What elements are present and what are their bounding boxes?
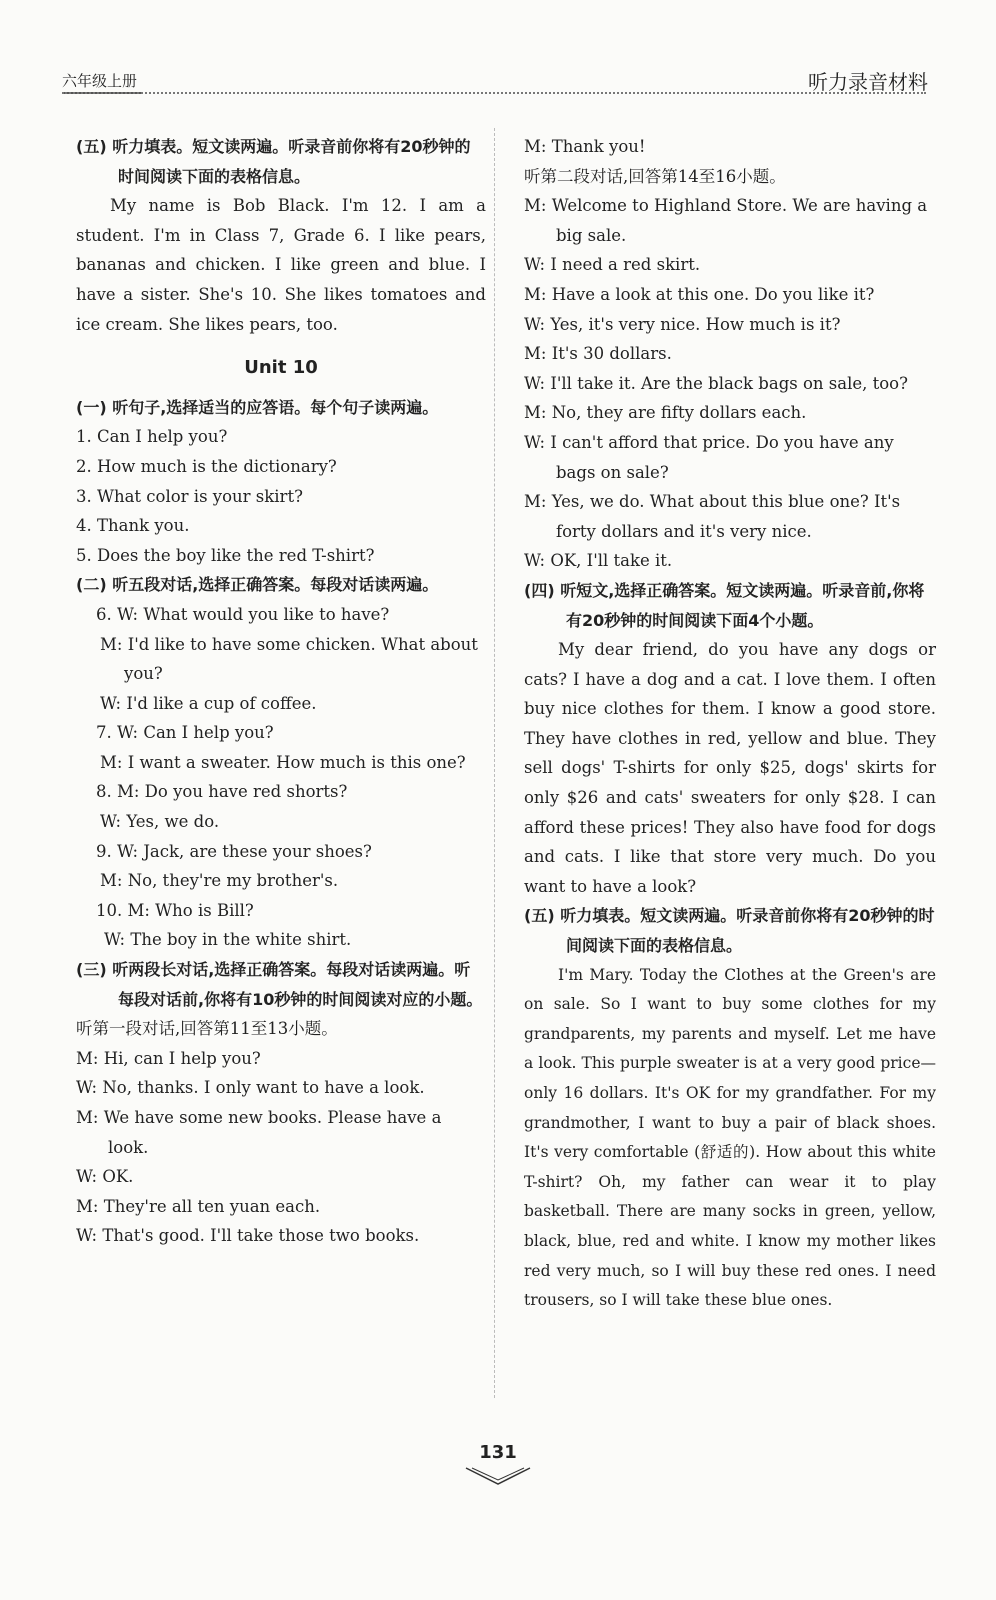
unit-title: Unit 10 <box>244 357 318 379</box>
dialogue-line: M: They're all ten yuan each. <box>76 1196 321 1216</box>
question-item: 5. Does the boy like the red T-shirt? <box>76 545 375 565</box>
passage: I'm Mary. Today the Clothes at the Green's are on sale. So I want to buy some clothes for my grandparents, my parents and myself. Let me have a look. This purple sweater is at a very good price—only 16 dollars. It's OK for my grandfather. For my grandmother, I want to buy a pair of black shoes. It's very comfortable (舒适的). How about this white T-shirt? Oh, my father can wear it to play basketball. There are many socks in green, yellow, black, blue, red and white. I know my mother likes red very much, so I will buy these red ones. I need trousers, so I will take these blue ones. <box>524 965 936 1310</box>
question-item: 4. Thank you. <box>76 516 190 536</box>
dialogue-line: M: Yes, we do. What about this blue one? It's forty dollars and it's very nice. <box>524 492 901 541</box>
section-heading: (一) 听句子,选择适当的应答语。每个句子读两遍。 <box>76 397 439 417</box>
passage: My name is Bob Black. I'm 12. I am a student. I'm in Class 7, Grade 6. I like pears, bananas and chicken. I like green and blue. I have a sister. She's 10. She likes tomatoes and ice cream. She likes pears, too. <box>76 196 486 334</box>
header-title: 听力录音材料 <box>808 70 928 94</box>
dialogue-line: W: Yes, we do. <box>100 812 220 832</box>
dialogue-line: W: I need a red skirt. <box>524 255 701 275</box>
dialogue-line: 7. W: Can I help you? <box>96 723 274 743</box>
dialogue-line: W: Yes, it's very nice. How much is it? <box>524 314 841 334</box>
dialogue-line: M: It's 30 dollars. <box>524 344 672 364</box>
column-divider <box>494 128 495 1398</box>
header-rule <box>62 92 926 94</box>
question-item: 2. How much is the dictionary? <box>76 456 337 476</box>
right-column <box>524 132 936 1316</box>
dialogue-line: W: No, thanks. I only want to have a look. <box>76 1078 425 1098</box>
dialogue-line: M: No, they are fifty dollars each. <box>524 403 807 423</box>
dialogue-line: M: Hi, can I help you? <box>76 1048 261 1068</box>
dialogue-line: M: Have a look at this one. Do you like it? <box>524 284 875 304</box>
section-heading: (五) 听力填表。短文读两遍。听录音前你将有20秒钟的时间阅读下面的表格信息。 <box>76 137 471 186</box>
question-item: 1. Can I help you? <box>76 427 228 447</box>
dialogue-intro: 听第一段对话,回答第11至13小题。 <box>76 1019 338 1039</box>
dialogue-line: 9. W: Jack, are these your shoes? <box>96 841 372 861</box>
section-heading: (五) 听力填表。短文读两遍。听录音前你将有20秒钟的时间阅读下面的表格信息。 <box>524 906 935 956</box>
left-column <box>76 132 486 1251</box>
dialogue-line: W: The boy in the white shirt. <box>104 930 352 950</box>
section-heading: (二) 听五段对话,选择正确答案。每段对话读两遍。 <box>76 575 439 595</box>
dialogue-line: M: I'd like to have some chicken. What about you? <box>100 634 478 684</box>
dialogue-line: M: No, they're my brother's. <box>100 871 339 891</box>
section-heading: (四) 听短文,选择正确答案。短文读两遍。听录音前,你将有20秒钟的时间阅读下面4个小题。 <box>524 580 925 630</box>
dialogue-line: W: OK, I'll take it. <box>524 551 673 571</box>
passage: My dear friend, do you have any dogs or cats? I have a dog and a cat. I love them. I often buy nice clothes for them. I know a good store. They have clothes in red, yellow and blue. They sell dogs' T-shirts for only $25, dogs' skirts for only $26 and cats' sweaters for only $28. I can afford these prices! They also have food for dogs and cats. I like that store very much. Do you want to have a look? <box>524 640 936 896</box>
dialogue-line: W: I'd like a cup of coffee. <box>100 693 317 713</box>
dialogue-line: M: Thank you! <box>524 137 646 156</box>
dialogue-line: 10. M: Who is Bill? <box>96 900 254 920</box>
dialogue-line: W: That's good. I'll take those two books. <box>76 1226 420 1246</box>
page-number: 131 <box>479 1442 517 1463</box>
dialogue-line: W: I can't afford that price. Do you have any bags on sale? <box>524 432 894 482</box>
section-heading: (三) 听两段长对话,选择正确答案。每段对话读两遍。听每段对话前,你将有10秒钟的时间阅读对应的小题。 <box>76 960 483 1009</box>
header-grade: 六年级上册 <box>62 70 141 94</box>
page-number-ornament <box>462 1466 534 1488</box>
dialogue-line: M: Welcome to Highland Store. We are having a big sale. <box>524 196 928 245</box>
dialogue-line: W: OK. <box>76 1167 134 1187</box>
dialogue-line: 8. M: Do you have red shorts? <box>96 782 348 802</box>
dialogue-line: M: We have some new books. Please have a look. <box>76 1108 442 1157</box>
dialogue-line: M: I want a sweater. How much is this one? <box>100 752 466 772</box>
dialogue-intro: 听第二段对话,回答第14至16小题。 <box>524 166 786 186</box>
dialogue-line: 6. W: What would you like to have? <box>96 604 390 624</box>
question-item: 3. What color is your skirt? <box>76 486 303 506</box>
dialogue-line: W: I'll take it. Are the black bags on sale, too? <box>524 373 908 393</box>
